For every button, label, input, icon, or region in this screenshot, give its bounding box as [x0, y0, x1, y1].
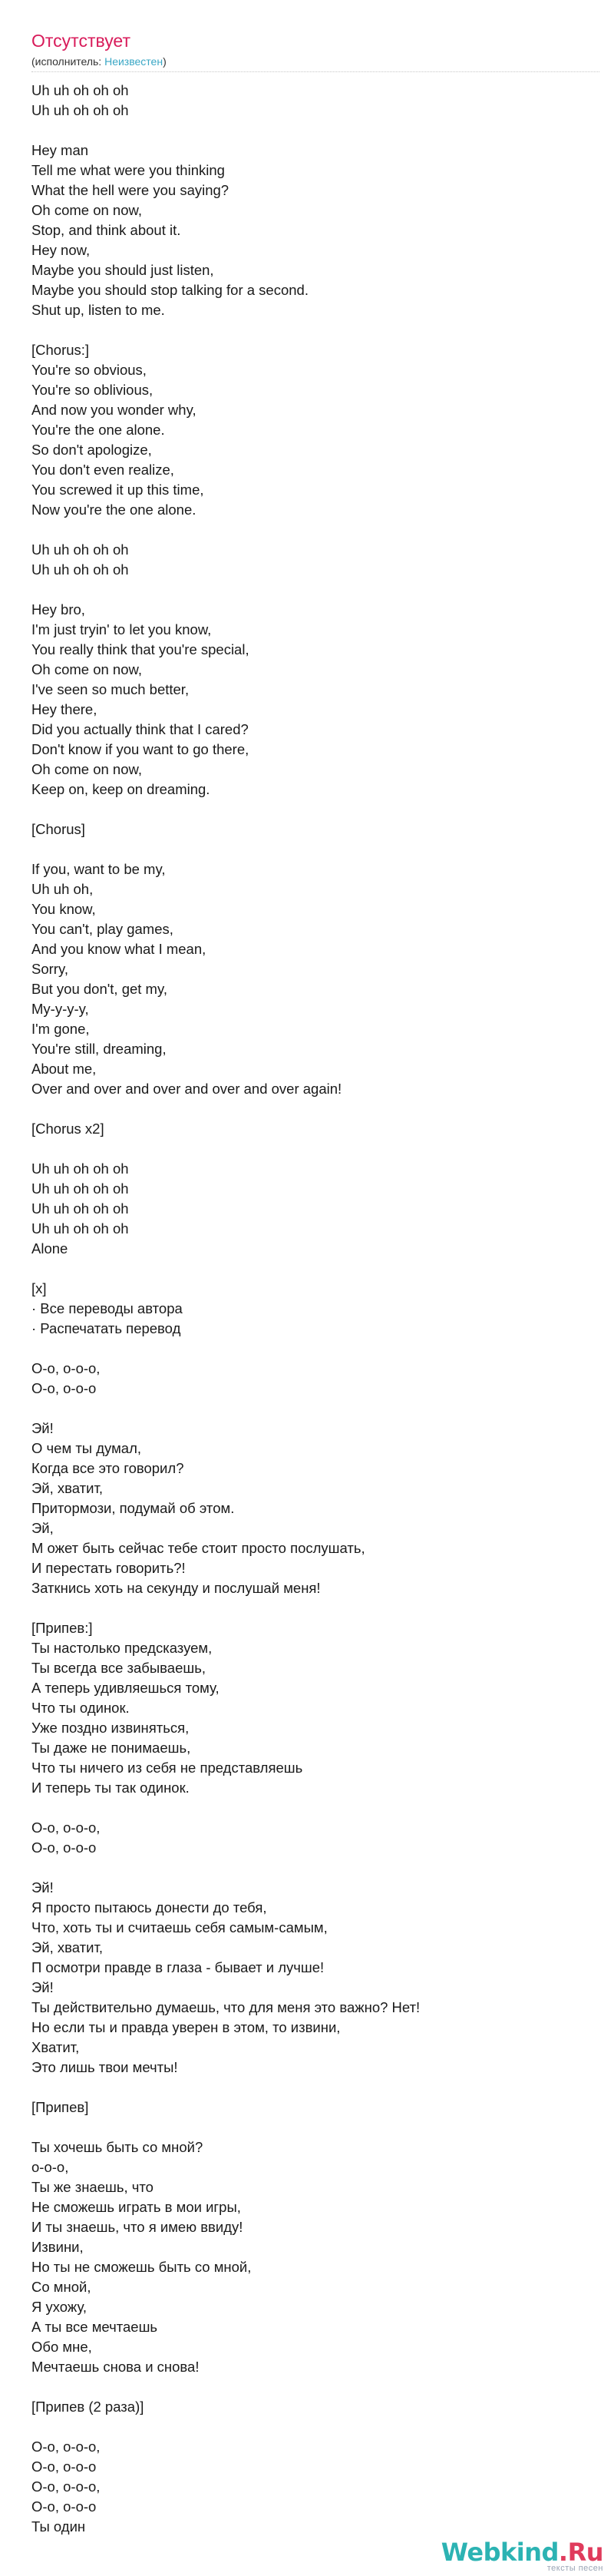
lyric-line: You're the one alone. — [31, 422, 165, 438]
lyric-line: Uh uh oh oh oh — [31, 82, 129, 98]
lyric-line: Alone — [31, 1240, 68, 1257]
lyric-line: Это лишь твои мечты! — [31, 2059, 178, 2075]
lyric-line: Sorry, — [31, 961, 68, 977]
lyric-line: · Все переводы автора — [31, 1300, 183, 1316]
lyric-line: I'm gone, — [31, 1021, 90, 1037]
lyric-line: Ты же знаешь, что — [31, 2179, 154, 2195]
lyric-line: Когда все это говорил? — [31, 1460, 184, 1476]
lyric-line — [31, 1139, 599, 1159]
artist-suffix: ) — [163, 55, 167, 68]
lyric-line: Что, хоть ты и считаешь себя самым-самым, — [31, 1919, 328, 1935]
lyric-line: Tell me what were you thinking — [31, 162, 225, 178]
lyric-line: About me, — [31, 1061, 97, 1077]
lyric-line — [31, 2078, 599, 2098]
lyric-line — [31, 320, 599, 340]
lyric-line: Я просто пытаюсь донести до тебя, — [31, 1899, 267, 1915]
lyric-line: Uh uh oh oh oh — [31, 102, 129, 118]
lyric-line: О чем ты думал, — [31, 1440, 142, 1456]
lyric-line — [31, 1858, 599, 1878]
lyric-line: Uh uh oh, — [31, 881, 94, 897]
lyric-line: Но если ты и правда уверен в этом, то извини, — [31, 2019, 341, 2035]
lyric-line — [31, 121, 599, 141]
lyric-line: М ожет быть сейчас тебе стоит просто послушать, — [31, 1540, 365, 1556]
lyric-line: You really think that you're special, — [31, 641, 249, 657]
lyric-line: Stop, and think about it. — [31, 222, 181, 238]
site-logo[interactable] — [441, 2538, 603, 2573]
lyric-line: You know, — [31, 901, 96, 917]
lyric-line — [31, 2117, 599, 2137]
lyric-line: I'm just tryin' to let you know, — [31, 621, 212, 637]
lyric-line: Эй! — [31, 1879, 54, 1896]
lyric-line: You're still, dreaming, — [31, 1041, 167, 1057]
lyric-line — [31, 1798, 599, 1818]
lyric-line: Uh uh oh oh oh — [31, 1220, 129, 1237]
lyric-line: You're so oblivious, — [31, 382, 154, 398]
lyric-line: Эй! — [31, 1420, 54, 1436]
lyric-line — [31, 1399, 599, 1419]
lyric-line: · Распечатать перевод — [31, 1320, 181, 1336]
lyric-line: Извини, — [31, 2239, 84, 2255]
lyric-line: Oh come on now, — [31, 661, 142, 677]
lyric-line — [31, 800, 599, 819]
brand-tld: Ru — [567, 2538, 603, 2567]
lyric-line: You don't even realize, — [31, 462, 174, 478]
lyric-line: А теперь удивляешься тому, — [31, 1680, 220, 1696]
lyric-line — [31, 1259, 599, 1279]
lyric-line — [31, 580, 599, 600]
lyric-line: И теперь ты так одинок. — [31, 1780, 190, 1796]
lyric-line: [Chorus x2] — [31, 1121, 104, 1137]
lyric-line: Uh uh oh oh oh — [31, 541, 129, 558]
lyric-line: Shut up, listen to me. — [31, 302, 165, 318]
lyric-line: Hey there, — [31, 701, 97, 717]
lyric-line: [Припев] — [31, 2099, 89, 2115]
lyric-line: I've seen so much better, — [31, 681, 190, 697]
lyric-line: Did you actually think that I cared? — [31, 721, 249, 737]
lyric-line: Но ты не сможешь быть со мной, — [31, 2259, 252, 2275]
lyric-line: И ты знаешь, что я имею ввиду! — [31, 2219, 243, 2235]
lyric-line: О-о, о-о-о, — [31, 2439, 101, 2455]
lyric-line: Ты хочешь быть со мной? — [31, 2139, 203, 2155]
lyric-line: [Припев (2 раза)] — [31, 2399, 144, 2415]
lyric-line: Что ты ничего из себя не представляешь — [31, 1760, 303, 1776]
lyric-line: And now you wonder why, — [31, 402, 196, 418]
lyric-line — [31, 1099, 599, 1119]
artist-line — [31, 55, 599, 72]
lyric-line: Я ухожу, — [31, 2299, 87, 2315]
lyric-line: Притормози, подумай об этом. — [31, 1500, 235, 1516]
page-header — [31, 29, 599, 72]
lyric-line: Uh uh oh oh oh — [31, 561, 129, 578]
lyric-line: Hey now, — [31, 242, 91, 258]
lyric-line: [Chorus] — [31, 821, 85, 837]
lyric-line: О-о, о-о-о — [31, 2498, 97, 2515]
lyric-line: My-y-y-y, — [31, 1001, 89, 1017]
lyric-line: If you, want to be my, — [31, 861, 166, 877]
lyric-line: о-о-о, — [31, 2159, 69, 2175]
lyric-line: Ты всегда все забываешь, — [31, 1660, 206, 1676]
lyric-line: О-о, о-о-о, — [31, 1360, 101, 1376]
lyric-line: Ты действительно думаешь, что для меня это важно? Нет! — [31, 1999, 421, 2015]
lyric-line: Эй, хватит, — [31, 1939, 104, 1955]
lyric-line: А ты все мечтаешь — [31, 2319, 158, 2335]
lyric-line: Uh uh oh oh oh — [31, 1180, 129, 1197]
lyric-line — [31, 2377, 599, 2397]
lyric-line: Hey bro, — [31, 601, 85, 618]
lyric-line: Don't know if you want to go there, — [31, 741, 249, 757]
lyric-line: О-о, о-о-о — [31, 1380, 97, 1396]
page-title: Отсутствует — [31, 31, 130, 51]
lyric-line — [31, 2417, 599, 2437]
lyric-line — [31, 520, 599, 540]
lyric-line: Keep on, keep on dreaming. — [31, 781, 210, 797]
brand-dot: . — [558, 2538, 568, 2567]
lyric-line: So don't apologize, — [31, 442, 152, 458]
lyric-line: Maybe you should stop talking for a second. — [31, 282, 309, 298]
lyric-line: You can't, play games, — [31, 921, 173, 937]
lyric-line: Хватит, — [31, 2039, 80, 2055]
lyric-line: But you don't, get my, — [31, 981, 167, 997]
brand-tagline: тексты песен — [546, 2564, 603, 2573]
lyric-line: [Припев:] — [31, 1620, 93, 1636]
lyric-line: Over and over and over and over and over again! — [31, 1081, 342, 1097]
brand-name: Webkind — [441, 2538, 559, 2567]
lyric-line: Ты настолько предсказуем, — [31, 1640, 213, 1656]
lyric-line — [31, 1339, 599, 1359]
lyric-line: Uh uh oh oh oh — [31, 1200, 129, 1217]
lyric-line: О-о, о-о-о, — [31, 2478, 101, 2495]
lyric-line: И перестать говорить?! — [31, 1560, 186, 1576]
lyric-line: Мечтаешь снова и снова! — [31, 2359, 200, 2375]
lyric-line: What the hell were you saying? — [31, 182, 229, 198]
artist-prefix: (исполнитель: — [31, 55, 105, 68]
lyric-line: Oh come on now, — [31, 202, 142, 218]
lyric-line: О-о, о-о-о — [31, 1839, 97, 1856]
lyric-line: [x] — [31, 1280, 47, 1296]
lyric-line: П осмотри правде в глаза - бывает и лучше! — [31, 1959, 325, 1975]
lyric-line: Не сможешь играть в мои игры, — [31, 2199, 241, 2215]
lyric-line: О-о, о-о-о, — [31, 1819, 101, 1836]
lyric-line: Что ты одинок. — [31, 1700, 130, 1716]
lyric-line: You screwed it up this time, — [31, 482, 204, 498]
lyric-line: Ты один — [31, 2518, 86, 2535]
lyric-line — [31, 839, 599, 859]
lyric-line: Эй! — [31, 1979, 54, 1995]
lyric-line: Now you're the one alone. — [31, 502, 196, 518]
lyric-line: Maybe you should just listen, — [31, 262, 214, 278]
lyric-line: And you know what I mean, — [31, 941, 206, 957]
lyric-line: Эй, хватит, — [31, 1480, 104, 1496]
lyric-line: [Chorus:] — [31, 342, 90, 358]
lyric-line: Uh uh oh oh oh — [31, 1161, 129, 1177]
artist-link[interactable]: Неизвестен — [104, 55, 163, 68]
lyric-line: Ты даже не понимаешь, — [31, 1740, 191, 1756]
lyric-line: Hey man — [31, 142, 89, 158]
lyric-line: You're so obvious, — [31, 362, 147, 378]
lyric-line: Со мной, — [31, 2279, 91, 2295]
lyric-line: О-о, о-о-о — [31, 2458, 97, 2475]
lyric-line: Обо мне, — [31, 2339, 92, 2355]
lyric-line: Эй, — [31, 1520, 54, 1536]
lyric-line: Oh come on now, — [31, 761, 142, 777]
lyric-line: Уже поздно извиняться, — [31, 1720, 190, 1736]
lyric-line: Заткнись хоть на секунду и послушай меня! — [31, 1580, 321, 1596]
lyrics-body — [31, 81, 599, 2537]
lyric-line — [31, 1598, 599, 1618]
